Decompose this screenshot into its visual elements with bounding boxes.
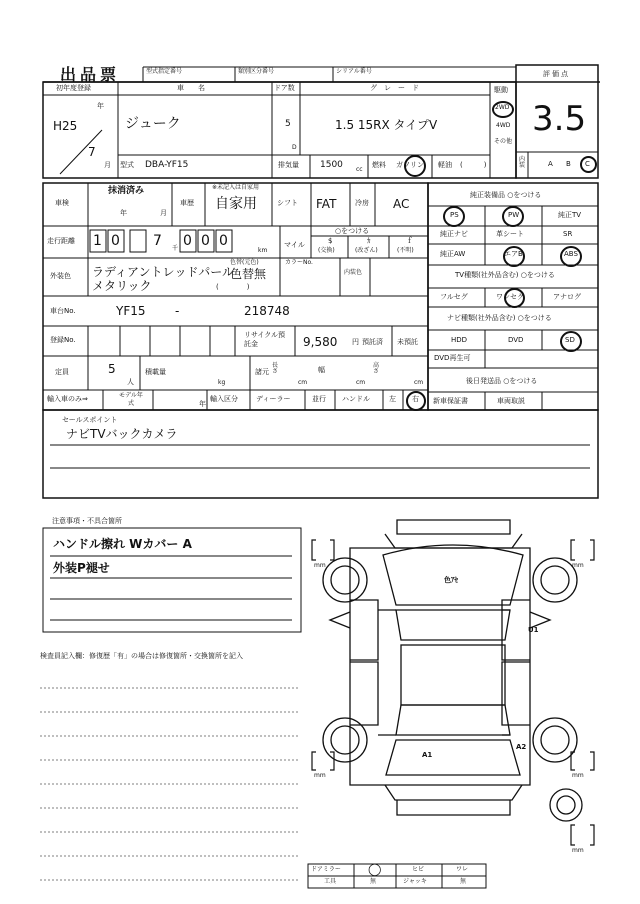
first-reg-month: 7 bbox=[88, 145, 96, 159]
load-kg: kg bbox=[218, 379, 226, 386]
interior-grade-circle bbox=[580, 156, 597, 173]
handle-right: 右 bbox=[412, 395, 419, 403]
tamper-mark: ｶ bbox=[367, 237, 371, 245]
interior-grade-c: C bbox=[585, 160, 590, 168]
year-unit: 年 bbox=[97, 102, 104, 110]
equip-airbag: エアB bbox=[504, 250, 523, 258]
recycle-label: リサイクル預託金 bbox=[244, 331, 286, 348]
mm-rear-right: mm bbox=[572, 772, 584, 779]
mileage-digit-6: 0 bbox=[219, 233, 228, 249]
model-year-unit: 年 bbox=[199, 400, 206, 408]
recolor-label: 色替(元色) bbox=[230, 259, 259, 266]
jack-label: ジャッキ bbox=[403, 878, 427, 885]
inspection-value: 抹消済み bbox=[108, 186, 145, 196]
mileage-thousand: 千 bbox=[172, 245, 179, 252]
later-warranty: 新車保証書 bbox=[433, 397, 468, 405]
cc-unit: cc bbox=[356, 166, 363, 173]
damage-mark-u1: U1 bbox=[528, 626, 539, 634]
sales-label: セールスポイント bbox=[62, 416, 118, 424]
grade-label: グ レ ー ド bbox=[370, 84, 419, 92]
mm-front-left: mm bbox=[314, 562, 326, 569]
fuel-paren: ( ) bbox=[460, 161, 487, 169]
navi-title: ナビ種類(社外品含む) ○をつける bbox=[447, 314, 552, 322]
spec-label: 諸元 bbox=[255, 368, 269, 376]
load-label: 積載量 bbox=[145, 368, 166, 376]
circle-note: ○をつける bbox=[335, 227, 370, 235]
crack-label: ヒビ bbox=[412, 866, 425, 873]
equip-sr: SR bbox=[563, 230, 573, 238]
damage-mark-fade: 色ｱｾ bbox=[444, 576, 458, 584]
recolor-value: 色替無 bbox=[230, 267, 267, 281]
equip-pw: PW bbox=[508, 211, 520, 219]
chassis-number: 218748 bbox=[244, 304, 290, 318]
tv-title: TV種類(社外品含む) ○をつける bbox=[455, 271, 555, 279]
car-name-label: 車 名 bbox=[177, 84, 205, 92]
history-note: ※未記入は自家用 bbox=[212, 184, 260, 191]
mm-front-right: mm bbox=[572, 562, 584, 569]
drive-4wd: 4WD bbox=[496, 122, 511, 129]
mileage-digit-3: 7 bbox=[153, 233, 162, 249]
mileage-km: km bbox=[258, 247, 268, 254]
handle-label: ハンドル bbox=[342, 395, 370, 403]
equip-ps: PS bbox=[450, 211, 459, 219]
drive-2wd-circle bbox=[492, 101, 514, 118]
exterior-label: 外装色 bbox=[50, 272, 71, 280]
note-line-2: 外装P褪せ bbox=[53, 561, 110, 575]
width-label: 幅 bbox=[318, 366, 325, 374]
serial-label: シリアル番号 bbox=[336, 68, 372, 75]
doors-value: 5 bbox=[285, 119, 291, 129]
displacement-value: 1500 bbox=[320, 160, 343, 170]
tamper-label: (改ざん) bbox=[355, 247, 378, 254]
first-reg-label: 初年度登録 bbox=[56, 84, 91, 92]
recycle-unit: 円 bbox=[352, 338, 359, 346]
dvd-label: DVD再生可 bbox=[434, 354, 471, 362]
tv-oneseg: ワンセグ bbox=[496, 293, 524, 301]
width-cm: cm bbox=[356, 379, 366, 386]
month-unit: 月 bbox=[104, 161, 111, 169]
exchange-label: (交換) bbox=[318, 247, 335, 254]
shift-value: FAT bbox=[316, 197, 337, 211]
displacement-label: 排気量 bbox=[278, 161, 299, 169]
break-label: ワレ bbox=[456, 866, 469, 873]
mm-spare: mm bbox=[572, 847, 584, 854]
interior-grade-b: B bbox=[566, 160, 571, 168]
first-reg-era: H25 bbox=[53, 119, 78, 133]
light-oil: 軽油 bbox=[438, 161, 452, 169]
model-year-label: モデル年式 bbox=[119, 392, 143, 407]
damage-mark-a2: A2 bbox=[516, 743, 527, 751]
interior-color-label: 内装色 bbox=[344, 269, 363, 276]
fuel-circle bbox=[404, 155, 426, 177]
door-mirror-label: ドアミラー bbox=[311, 866, 341, 873]
equip-leather: 革シート bbox=[496, 230, 524, 238]
height-cm: cm bbox=[414, 379, 424, 386]
equip-abs-circle bbox=[560, 246, 582, 267]
fuel-value: ガソリン bbox=[396, 161, 424, 169]
history-value: 自家用 bbox=[215, 196, 257, 212]
mileage-digit-4: 0 bbox=[183, 233, 192, 249]
tv-oneseg-circle bbox=[504, 288, 525, 308]
reg-no-label: 登録No. bbox=[50, 336, 76, 344]
handle-right-circle bbox=[406, 391, 426, 411]
tv-fullseg: フルセグ bbox=[440, 293, 468, 301]
navi-hdd: HDD bbox=[451, 336, 468, 344]
interior-grade-a: A bbox=[548, 160, 553, 168]
length-cm: cm bbox=[298, 379, 308, 386]
mileage-digit-2: 0 bbox=[111, 233, 120, 249]
mm-rear-left: mm bbox=[314, 772, 326, 779]
later-title: 後日発送品 ○をつける bbox=[466, 377, 538, 385]
recycle-paid: 預託済 bbox=[362, 338, 383, 346]
equipment-title: 純正装備品 ○をつける bbox=[470, 191, 542, 199]
tv-analog: アナログ bbox=[553, 293, 581, 301]
history-label: 車歴 bbox=[180, 199, 194, 207]
navi-dvd: DVD bbox=[508, 336, 524, 344]
chassis-dash: - bbox=[175, 304, 180, 318]
tools-label: 工具 bbox=[324, 878, 337, 885]
door-suffix: D bbox=[292, 144, 297, 151]
model-value: DBA-YF15 bbox=[145, 160, 189, 170]
jack-value: 無 bbox=[460, 878, 467, 885]
score-label: 評価点 bbox=[543, 70, 570, 78]
capacity-value: 5 bbox=[108, 362, 116, 376]
exterior-value: ラディアントレッドパールメタリック bbox=[92, 265, 234, 293]
damage-mark-a1: A1 bbox=[422, 751, 433, 759]
chassis-label: 車台No. bbox=[50, 307, 76, 315]
unknown-label: (不明) bbox=[397, 247, 414, 254]
mileage-digit-5: 0 bbox=[201, 233, 210, 249]
import-class-label: 輸入区分 bbox=[210, 395, 238, 403]
capacity-unit: 人 bbox=[127, 378, 134, 386]
grade-value: 1.5 15RX タイプV bbox=[335, 118, 438, 132]
ac-value: AC bbox=[393, 197, 410, 211]
inspection-label: 車検 bbox=[55, 199, 69, 207]
drive-other: その他 bbox=[494, 138, 513, 145]
equip-navi: 純正ナビ bbox=[440, 230, 468, 238]
equip-aw: 純正AW bbox=[440, 250, 466, 258]
height-label: 高さ bbox=[373, 362, 380, 375]
tools-value: 無 bbox=[370, 878, 377, 885]
mileage-digit-1: 1 bbox=[93, 233, 102, 249]
mile-label: マイル bbox=[284, 241, 305, 249]
equip-tv: 純正TV bbox=[558, 211, 582, 219]
door-mirror-value: ◯ bbox=[368, 862, 382, 876]
fuel-label: 燃料 bbox=[372, 161, 386, 169]
model-label: 型式 bbox=[120, 161, 134, 169]
handle-left: 左 bbox=[389, 395, 396, 403]
score-value: 3.5 bbox=[532, 99, 587, 139]
capacity-label: 定員 bbox=[55, 368, 69, 376]
recycle-value: 9,580 bbox=[303, 335, 338, 349]
category-label: 類別区分番号 bbox=[238, 68, 275, 75]
type-cert-label: 型式指定番号 bbox=[146, 68, 183, 75]
color-no-label: カラーNo. bbox=[285, 259, 313, 266]
exchange-mark: $ bbox=[328, 237, 333, 245]
dealer-label: ディーラー bbox=[256, 395, 291, 403]
ac-label: 冷房 bbox=[355, 199, 369, 207]
form-title: 出品票 bbox=[60, 65, 121, 84]
shift-label: シフト bbox=[277, 199, 298, 207]
equip-ps-circle bbox=[443, 206, 465, 227]
unknown-mark: ｆ bbox=[406, 237, 413, 245]
navi-sd: SD bbox=[565, 336, 575, 344]
inspector-label: 検査員記入欄：修復歴「有」の場合は修復箇所・交換箇所を記入 bbox=[40, 652, 243, 660]
navi-sd-circle bbox=[560, 331, 582, 352]
parallel-label: 並行 bbox=[312, 395, 326, 403]
inspection-month-unit: 月 bbox=[160, 209, 167, 217]
interior-label: 内装 bbox=[519, 156, 526, 169]
later-manual: 車両取説 bbox=[497, 397, 525, 405]
note-line-1: ハンドル擦れ Wカバー A bbox=[53, 537, 192, 551]
recolor-paren: ( ) bbox=[216, 283, 250, 291]
car-name-value: ジューク bbox=[125, 116, 181, 132]
doors-label: ドア数 bbox=[274, 84, 295, 92]
mileage-label: 走行距離 bbox=[47, 237, 75, 245]
sales-text: ナビTVバックカメラ bbox=[66, 427, 178, 441]
length-label: 長さ bbox=[272, 362, 279, 375]
chassis-prefix: YF15 bbox=[116, 304, 146, 318]
drive-label: 駆動 bbox=[494, 86, 508, 94]
drive-2wd: 2WD bbox=[495, 104, 510, 111]
recycle-unpaid: 未預託 bbox=[397, 338, 418, 346]
inspection-year-unit: 年 bbox=[120, 209, 127, 217]
notes-label: 注意事項・不具合箇所 bbox=[52, 517, 122, 525]
import-label: 輸入車のみ⇒ bbox=[47, 395, 88, 403]
equip-airbag-circle bbox=[503, 246, 525, 267]
equip-pw-circle bbox=[502, 206, 524, 227]
equip-abs: ABS bbox=[564, 250, 578, 258]
